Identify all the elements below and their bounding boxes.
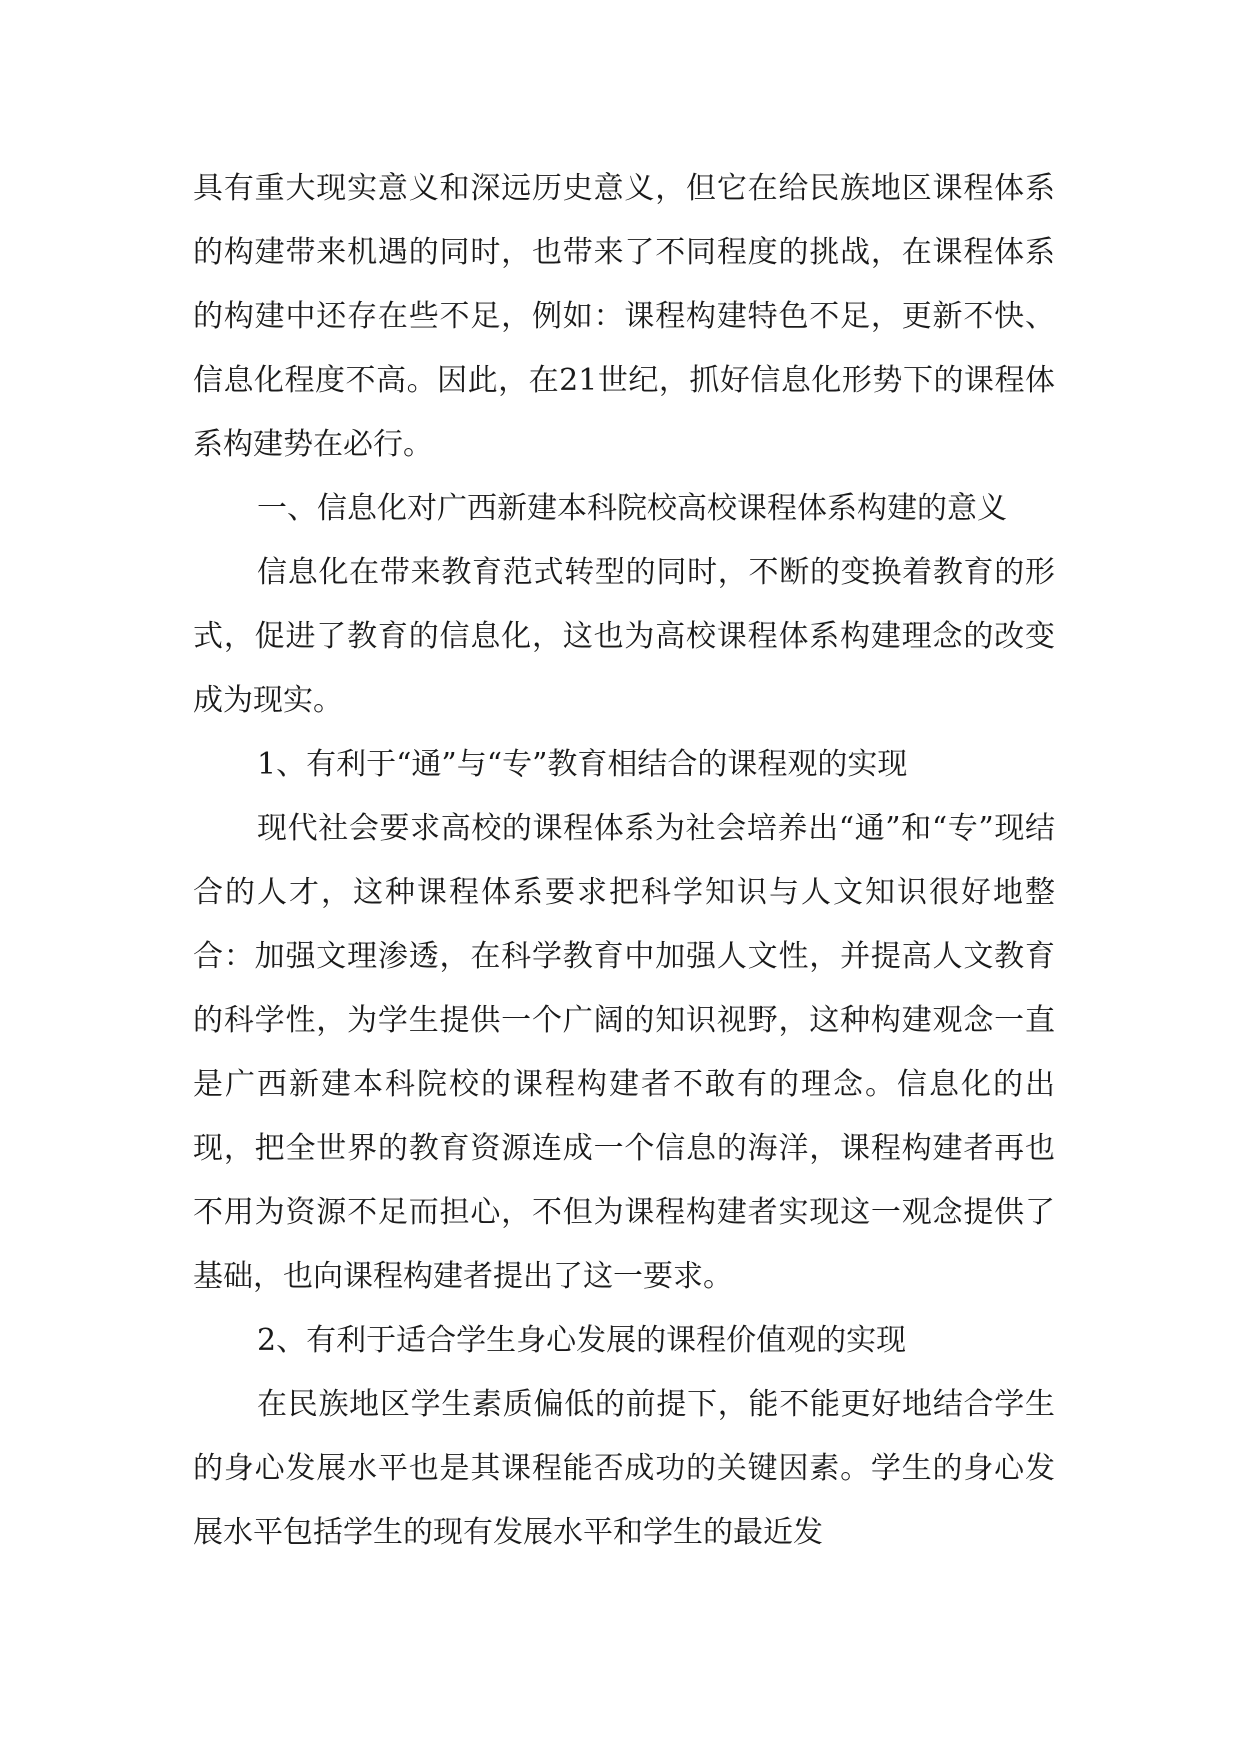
body-paragraph: 在民族地区学生素质偏低的前提下，能不能更好地结合学生的身心发展水平也是其课程能否成功的关键因素。学生的身心发展水平包括学生的现有发展水平和学生的最近发 (193, 1387, 1055, 1550)
subsection-heading: 2、有利于适合学生身心发展的课程价值观的实现 (257, 1323, 907, 1358)
document-body (193, 157, 1055, 1565)
body-paragraph: 信息化在带来教育范式转型的同时，不断的变换着教育的形式，促进了教育的信息化，这也为高校课程体系构建理念的改变成为现实。 (193, 555, 1055, 718)
body-paragraph: 具有重大现实意义和深远历史意义，但它在给民族地区课程体系的构建带来机遇的同时，也带来了不同程度的挑战，在课程体系的构建中还存在些不足，例如：课程构建特色不足，更新不快、信息化程度不高。因此，在21世纪，抓好信息化形势下的课程体系构建势在必行。 (193, 171, 1055, 462)
body-paragraph: 现代社会要求高校的课程体系为社会培养出“通”和“专”现结合的人才，这种课程体系要求把科学知识与人文知识很好地整合：加强文理渗透，在科学教育中加强人文性，并提高人文教育的科学性，为学生提供一个广阔的知识视野，这种构建观念一直是广西新建本科院校的课程构建者不敢有的理念。信息化的出现，把全世界的教育资源连成一个信息的海洋，课程构建者再也不用为资源不足而担心，不但为课程构建者实现这一观念提供了基础，也向课程构建者提出了这一要求。 (193, 811, 1055, 1294)
subsection-heading: 1、有利于“通”与“专”教育相结合的课程观的实现 (257, 747, 908, 782)
section-heading: 一、信息化对广西新建本科院校高校课程体系构建的意义 (257, 491, 1007, 526)
